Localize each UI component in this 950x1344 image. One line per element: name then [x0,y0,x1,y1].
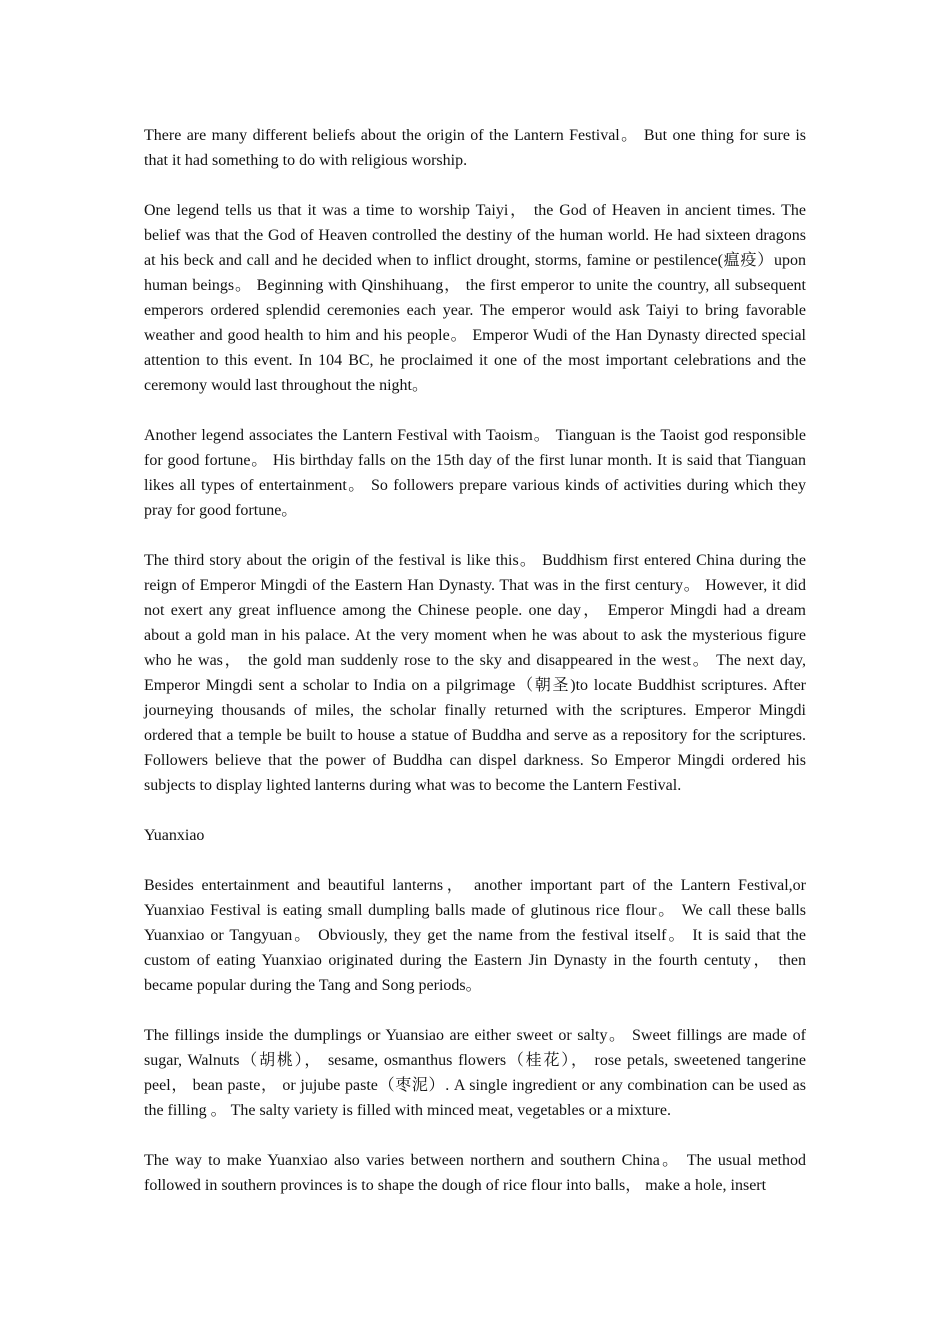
paragraph-taoism-legend: Another legend associates the Lantern Festival with Taoism。 Tianguan is the Taoist god responsible for good fortune。 His birthday falls on the 15th day of the first lunar month. It is said that Tianguan likes all types of entertainment。 So followers prepare various kinds of activities during which they pray for good fortune。 [144,427,806,519]
document-page [144,123,806,1198]
paragraph-buddhism-story: The third story about the origin of the festival is like this。 Buddhism first entered China during the reign of Emperor Mingdi of the Eastern Han Dynasty. That was in the first century。 However, it did not exert any great influence among the Chinese people. one day， Emperor Mingdi had a dream about a gold man in his palace. At the very moment when he was about to ask the mysterious figure who he was， the gold man suddenly rose to the sky and disappeared in the west。 The next day, Emperor Mingdi sent a scholar to India on a pilgrimage（朝圣)to locate Buddhist scriptures. After journeying thousands of miles, the scholar finally returned with the scriptures. Emperor Mingdi ordered that a temple be built to house a statue of Buddha and serve as a repository for the scriptures. Followers believe that the power of Buddha can dispel darkness. So Emperor Mingdi ordered his subjects to display lighted lanterns during what was to become the Lantern Festival. [144,552,806,794]
section-heading-yuanxiao: Yuanxiao [144,827,205,844]
paragraph-fillings: The fillings inside the dumplings or Yuansiao are either sweet or salty。 Sweet fillings are made of sugar, Walnuts（胡桃）， sesame, osmanthus flowers（桂花）， rose petals, sweetened tangerine peel， bean paste， or jujube paste（枣泥）. A single ingredient or any combination can be used as the filling 。 The salty variety is filled with minced meat, vegetables or a mixture. [144,1027,806,1119]
paragraph-yuanxiao-custom: Besides entertainment and beautiful lanterns， another important part of the Lantern Festival,or Yuanxiao Festival is eating small dumpling balls made of glutinous rice flour。 We call these balls Yuanxiao or Tangyuan。 Obviously, they get the name from the festival itself。 It is said that the custom of eating Yuanxiao originated during the Eastern Jin Dynasty in the fourth centuty， then became popular during the Tang and Song periods。 [144,877,806,994]
paragraph-making-method: The way to make Yuanxiao also varies between northern and southern China。 The usual method followed in southern provinces is to shape the dough of rice flour into balls， make a hole, insert [144,1152,806,1194]
paragraph-origin-intro: There are many different beliefs about the origin of the Lantern Festival。 But one thing for sure is that it had something to do with religious worship. [144,127,806,169]
paragraph-taiyi-legend: One legend tells us that it was a time to worship Taiyi， the God of Heaven in ancient times. The belief was that the God of Heaven controlled the destiny of the human world. He had sixteen dragons at his beck and call and he decided when to inflict drought, storms, famine or pestilence(瘟疫）upon human beings。 Beginning with Qinshihuang， the first emperor to unite the country, all subsequent emperors ordered splendid ceremonies each year. The emperor would ask Taiyi to bring favorable weather and good health to him and his people。 Emperor Wudi of the Han Dynasty directed special attention to this event. In 104 BC, he proclaimed it one of the most important celebrations and the ceremony would last throughout the night。 [144,202,807,394]
